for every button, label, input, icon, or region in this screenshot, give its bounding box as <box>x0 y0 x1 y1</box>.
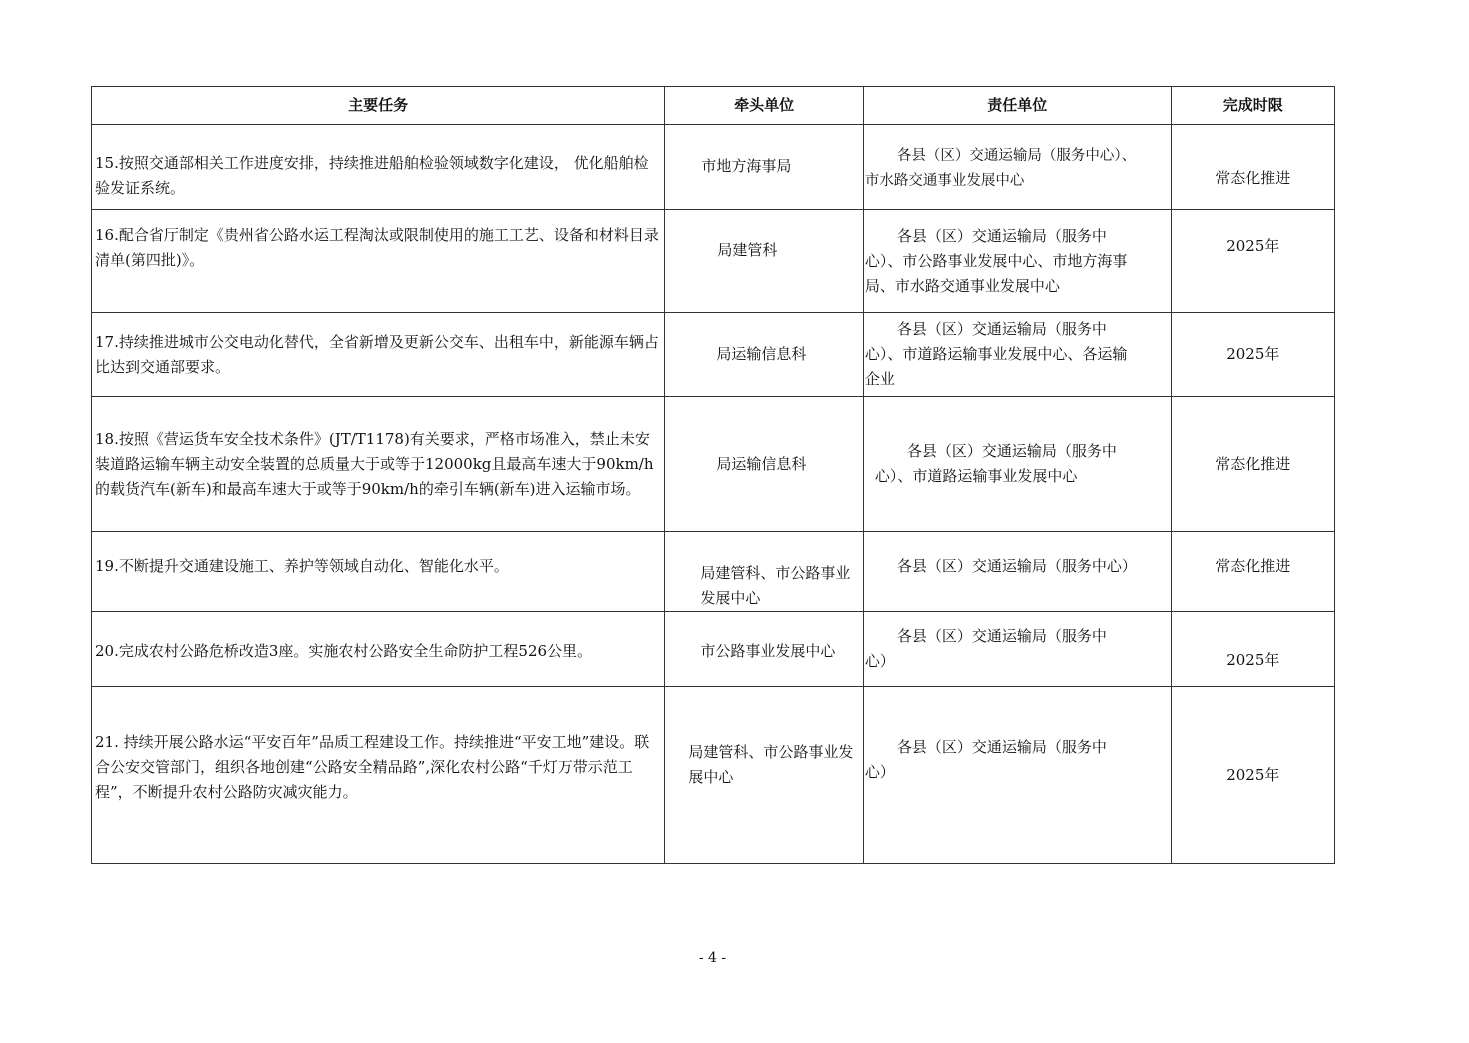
task-cell <box>92 532 665 612</box>
responsible-unit-text: 各县（区）交通运输局（服务中心）、市水路交通事业发展中心 <box>864 148 1137 189</box>
responsible-unit-cell <box>863 687 1171 864</box>
table-row <box>92 210 1335 313</box>
responsible-unit-cell <box>863 313 1171 397</box>
task-cell <box>92 313 665 397</box>
lead-unit-cell <box>665 125 863 210</box>
responsible-unit-text: 各县（区）交通运输局（服务中心）、市道路运输事业发展中心 <box>874 442 1117 485</box>
header-deadline: 完成时限 <box>1171 87 1334 125</box>
lead-unit-cell <box>665 532 863 612</box>
responsible-unit-cell <box>863 612 1171 687</box>
table-row <box>92 612 1335 687</box>
task-text: 15.按照交通部相关工作进度安排，持续推进船舶检验领域数字化建设， 优化船舶检验发证系统。 <box>95 154 649 197</box>
deadline-cell <box>1171 612 1334 687</box>
responsible-unit-cell <box>863 397 1171 532</box>
responsible-unit-cell <box>863 210 1171 313</box>
lead-unit-text: 市公路事业发展中心 <box>700 641 836 660</box>
deadline-cell <box>1171 532 1334 612</box>
table-row <box>92 397 1335 532</box>
lead-unit-cell <box>665 397 863 532</box>
lead-unit-text: 局建管科、市公路事业发展中心 <box>688 743 854 786</box>
task-text: 18.按照《营运货车安全技术条件》(JT/T1178)有关要求，严格市场准入，禁止未安装道路运输车辆主动安全装置的总质量大于或等于12000kg且最高车速大于90km/h的载货汽车(新车)和最高车速大于或等于90km/h的牵引车辆(新车)进入运输市场。 <box>95 429 654 498</box>
table-row <box>92 313 1335 397</box>
task-cell <box>92 210 665 313</box>
deadline-text: 2025年 <box>1226 237 1280 255</box>
responsible-unit-text: 各县（区）交通运输局（服务中心） <box>896 557 1137 575</box>
table-header-row <box>92 87 1335 125</box>
responsible-unit-cell <box>863 532 1171 612</box>
task-text: 21. 持续开展公路水运“平安百年”品质工程建设工作。持续推进“平安工地”建设。联合公安交管部门，组织各地创建“公路安全精品路”,深化农村公路“千灯万带示范工程”，不断提升农村公路防灾减灾能力。 <box>95 733 650 801</box>
responsible-unit-cell <box>863 125 1171 210</box>
header-task: 主要任务 <box>92 87 665 125</box>
deadline-cell <box>1171 125 1334 210</box>
responsible-unit-text: 各县（区）交通运输局（服务中心）、市公路事业发展中心、市地方海事局、市水路交通事业发展中心 <box>864 226 1128 295</box>
responsible-unit-text: 各县（区）交通运输局（服务中心） <box>864 738 1107 781</box>
lead-unit-text: 局运输信息科 <box>716 454 807 473</box>
task-cell <box>92 397 665 532</box>
deadline-text: 2025年 <box>1226 650 1280 669</box>
table-row <box>92 125 1335 210</box>
task-cell <box>92 125 665 210</box>
task-cell <box>92 612 665 687</box>
deadline-text: 常态化推进 <box>1215 557 1291 575</box>
lead-unit-cell <box>665 687 863 864</box>
task-text: 16.配合省厅制定《贵州省公路水运工程淘汰或限制使用的施工工艺、设备和材料目录 清单(第四批)》。 <box>95 226 659 269</box>
lead-unit-cell <box>665 313 863 397</box>
task-cell <box>92 687 665 864</box>
task-text: 17.持续推进城市公交电动化替代，全省新增及更新公交车、出租车中，新能源车辆占比达到交通部要求。 <box>95 332 659 376</box>
deadline-text: 常态化推进 <box>1215 454 1291 473</box>
lead-unit-text: 市地方海事局 <box>701 157 792 175</box>
deadline-text: 2025年 <box>1226 765 1280 784</box>
header-lead-unit: 牵头单位 <box>665 87 863 125</box>
lead-unit-cell <box>665 210 863 313</box>
table-row <box>92 532 1335 612</box>
page-number: - 4 - <box>698 950 727 966</box>
deadline-cell <box>1171 210 1334 313</box>
deadline-text: 2025年 <box>1226 345 1280 363</box>
table-row <box>92 687 1335 864</box>
deadline-cell <box>1171 313 1334 397</box>
deadline-cell <box>1171 397 1334 532</box>
lead-unit-cell <box>665 612 863 687</box>
task-table <box>91 86 1335 864</box>
responsible-unit-text: 各县（区）交通运输局（服务中心） <box>864 627 1107 670</box>
task-text: 19.不断提升交通建设施工、养护等领域自动化、智能化水平。 <box>95 557 509 575</box>
lead-unit-text: 局运输信息科 <box>716 345 807 363</box>
deadline-text: 常态化推进 <box>1215 168 1291 187</box>
header-responsible-unit: 责任单位 <box>863 87 1171 125</box>
lead-unit-text: 局建管科 <box>717 241 778 259</box>
deadline-cell <box>1171 687 1334 864</box>
task-text: 20.完成农村公路危桥改造3座。实施农村公路安全生命防护工程526公里。 <box>95 641 593 660</box>
lead-unit-text: 局建管科、市公路事业发展中心 <box>700 564 851 607</box>
responsible-unit-text: 各县（区）交通运输局（服务中心）、市道路运输事业发展中心、各运输企业 <box>864 320 1128 388</box>
